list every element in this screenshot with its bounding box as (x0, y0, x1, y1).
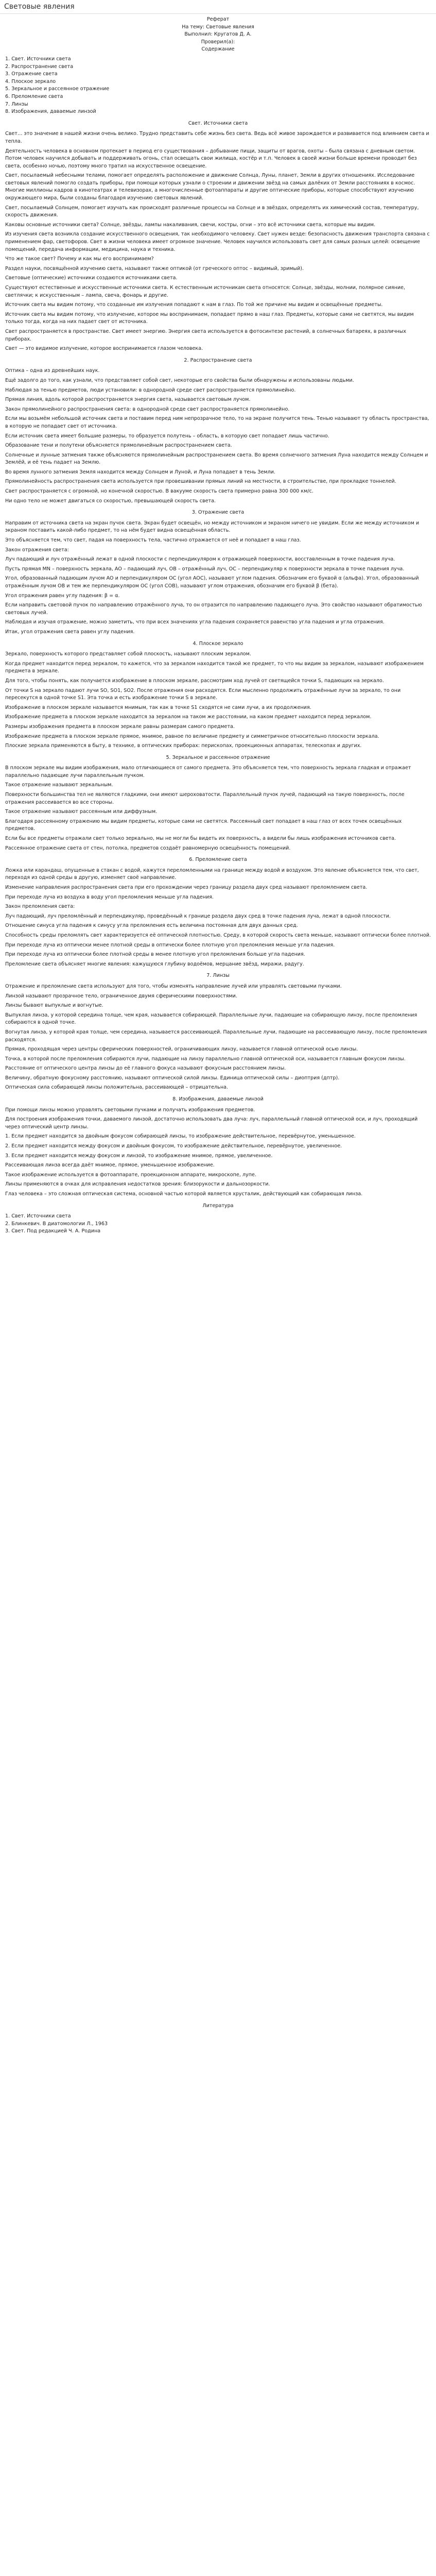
paragraph: Расстояние от оптического центра линзы до её главного фокуса называют фокусным расстоянием линзы. (5, 1065, 286, 1072)
paragraph: Свет, посылаемый Солнцем, помогает изучать как происходят различные процессы на Солнце и в звёздах, определять их химический состав, температуру, скорость движения. (5, 205, 419, 218)
section-title: 3. Отражение света (191, 510, 245, 516)
paragraph: Такое отражение называют зеркальным. (5, 782, 113, 788)
paragraph: Луч падающий, луч преломлённый и перпендикуляр, проведённый к границе раздела двух сред в точке падения луча, лежат в одной плоскости. (5, 913, 391, 919)
paragraph: При помощи линзы можно управлять световыми пучками и получать изображения предметов. (5, 1107, 255, 1113)
paragraph: Это объясняется тем, что свет, падая на поверхность тела, частично отражается от неё и попадает в наш глаз. (5, 537, 301, 544)
section (5, 856, 431, 968)
paragraph: Световые (оптические) источники создаются источниками света. (5, 275, 178, 281)
paragraph: Отношение синуса угла падения к синусу угла преломления есть величина постоянная для двух данных сред. (5, 923, 298, 929)
section-title: 5. Зеркальное и рассеянное отражение (166, 754, 270, 760)
toc-item: 4. Плоское зеркало (5, 78, 56, 84)
paragraph: Источник света мы видим потому, что созданные им излучения попадают к нам в глаз. По той же причине мы видим и освещённые предметы. (5, 302, 383, 308)
paragraph: Направим от источника света на экран пучок света. Экран будет освещён, но между источником и экраном ничего не увидим. Если же между источником и экраном поставить какой-либо предмет, то на нём будет видна освещённая область. (5, 520, 420, 534)
paragraph: Свет… это значение в нашей жизни очень велико. Трудно представить себе жизнь без света. Ведь всё живое зарождается и развивается под влиянием света и тепла. (5, 131, 429, 144)
paragraph: Солнечные и лунные затмения также объясняются прямолинейным распространением света. Во время солнечного затмения Луна находится между Солнцем и Землёй, и её тень падает на Землю. (5, 452, 428, 466)
paragraph: Рассеивающая линза всегда даёт мнимое, прямое, уменьшенное изображение. (5, 1162, 215, 1168)
paragraph: Угол, образованный падающим лучом AO и перпендикуляром OC (угол AOC), называют углом падения. Обозначим его буквой α (альфа). Угол, образованный отражённым лучом OB и тем же перпендикуляром OC (угол COB), называют углом отражения, обозначим его буквой β (бета). (5, 575, 419, 589)
paragraph: Если направить световой пучок по направлению отражённого луча, то он отразится по направлению падающего луча. Это свойство называют обратимостью световых лучей. (5, 602, 422, 616)
literature-section (5, 1202, 431, 1235)
section (5, 509, 431, 636)
section-title: 7. Линзы (206, 973, 230, 979)
paragraph: Изменение направления распространения света при его прохождении через границу раздела двух сред называют преломлением света. (5, 885, 368, 890)
paragraph: Преломление света объясняет многие явления: кажущуюся глубину водоёмов, мерцание звёзд, миражи, радугу. (5, 961, 304, 967)
paragraph: Если бы все предметы отражали свет только зеркально, мы не могли бы видеть их поверхность, а видели бы лишь изображения источников света. (5, 836, 396, 842)
paragraph: Ложка или карандаш, опущенные в стакан с водой, кажутся переломленными на границе между водой и воздухом. Это явление объясняется тем, что свет, переходя из одной среды в другую, изменяет своё направление. (5, 867, 419, 881)
paragraph: Закон отражения света: (5, 547, 69, 553)
paragraph: Вогнутая линза, у которой края толще, чем середина, называется рассеивающей. Параллельные лучи, падающие на рассеивающую линзу, после преломления расходятся. (5, 1029, 427, 1043)
paragraph: Отражение и преломление света используют для того, чтобы изменять направление лучей или управлять световыми пучками. (5, 983, 342, 989)
section-title: 2. Распространение света (184, 357, 252, 363)
paragraph: Прямая линия, вдоль которой распространяется энергия света, называется световым лучом. (5, 397, 251, 403)
paragraph: Закон прямолинейного распространения света: в однородной среде свет распространяется прямолинейно. (5, 406, 290, 412)
sections (5, 120, 431, 1198)
paragraph: Оптика – одна из древнейших наук. (5, 368, 100, 374)
header-line: На тему: Световые явления (182, 24, 254, 30)
paragraph: Во время лунного затмения Земля находится между Солнцем и Луной, и Луна попадает в тень Земли. (5, 469, 276, 475)
paragraph: Рассеянное отражение света от стен, потолка, предметов создаёт равномерную освещённость помещений. (5, 845, 291, 851)
toc-item: 6. Преломление света (5, 93, 63, 99)
paragraph: Закон преломления света: (5, 904, 75, 910)
paragraph: Итак, угол отражения света равен углу падения. (5, 629, 135, 635)
paragraph: Ни одно тело не может двигаться со скоростью, превышающей скорость света. (5, 498, 216, 504)
toc-item: 7. Линзы (5, 101, 28, 107)
paragraph: Свет распространяется в пространстве. Свет имеет энергию. Энергия света используется в фотосинтезе растений, в солнечных батареях, в различных приборах. (5, 328, 407, 342)
section-title: Литература (202, 1202, 234, 1209)
paragraph: Точка, в которой после преломления собираются лучи, падающие на линзу параллельно главной оптической оси, называется главным фокусом линзы. (5, 1056, 406, 1062)
literature-item: 2. Блинкевич. В диатомологии Л., 1963 (5, 1221, 108, 1227)
section (5, 357, 431, 505)
paragraph: При переходе луча из воздуха в воду угол преломления меньше угла падения. (5, 894, 214, 900)
paragraph: Деятельность человека в основном протекает в период его существования – добывание пищи, защиты от врагов, охоты – была связана с дневным светом. Потом человек научился добывать и поддерживать огонь, стал освещать свои жилища, костёр и т.п. Человек в своей жизни больше времени проводит без света, особенно ночью, поэтому много тратил на искусственное освещение. (5, 148, 417, 169)
paragraph: В плоском зеркале мы видим изображения, мало отличающиеся от самого предмета. Это объясняется тем, что поверхность зеркала гладкая и отражает параллельно падающие лучи параллельным пучком. (5, 765, 411, 778)
paragraph: Существуют естественные и искусственные источники света. К естественным источникам света относятся: Солнце, звёзды, молнии, полярное сияние, светлячки; к искусственным – лампа, свеча, фонарь и другие. (5, 285, 406, 298)
paragraph: Когда предмет находится перед зеркалом, то кажется, что за зеркалом находится такой же предмет, то что мы видим за зеркалом, называют изображением предмета в зеркале. (5, 660, 424, 674)
toc-item: 3. Отражение света (5, 71, 58, 77)
document-body (0, 14, 436, 1235)
paragraph: Источник света мы видим потому, что излучение, которое мы воспринимаем, попадает прямо в наш глаз. Предметы, которые сами не светятся, мы видим только тогда, когда на них падает свет от источника. (5, 311, 414, 325)
paragraph: Плоские зеркала применяются в быту, в технике, в оптических приборах: перископах, проекционных аппаратах, телескопах и других. (5, 743, 362, 749)
paragraph: Свет, посылаемый небесными телами, помогает определять расположение и движение Солнца, Луны, планет, Земли в других отношениях. Исследование световых явлений помогло создать приборы, при помощи которых узнали о строении и движении звёзд на самых далёких от Земли расстояниях в космос. Многие миллионы кадров в кинотеатрах и телевизорах, а многочисленные фотоаппараты и другие оптические приборы, которые способствуют изучению окружающего мира, были созданы благодаря изучению световых явлений. (5, 173, 415, 201)
paragraph: Прямолинейность распространения света используется при провешивании прямых линий на местности, в строительстве, при прокладке тоннелей. (5, 479, 396, 485)
paragraph: Размеры изображения предмета в плоском зеркале равны размерам самого предмета. (5, 723, 235, 730)
paragraph: 1. Если предмет находится за двойным фокусом собирающей линзы, то изображение действительное, перевёрнутое, уменьшенное. (5, 1133, 356, 1140)
paragraph: Линзы применяются в очках для исправления недостатков зрения: близорукости и дальнозоркости. (5, 1181, 270, 1188)
section (5, 640, 431, 750)
paragraph: Зеркало, поверхность которого представляет собой плоскость, называют плоским зеркалом. (5, 651, 251, 657)
paragraph: 3. Если предмет находится между фокусом и линзой, то изображение мнимое, прямое, увеличенное. (5, 1153, 273, 1159)
paragraph: Способность среды преломлять свет характеризуется её оптической плотностью. Среду, в которой скорость света меньше, называют оптически более плотной. (5, 932, 431, 938)
paragraph: Если источник света имеет большие размеры, то образуется полутень – область, в которую свет попадает лишь частично. (5, 433, 329, 439)
paragraph: Изображение в плоском зеркале называется мнимым, так как в точке S1 сходятся не сами лучи, а их продолжения. (5, 704, 311, 710)
paragraph: Благодаря рассеянному отражению мы видим предметы, которые сами не светятся. Рассеянный свет попадает в наш глаз от всех точек освещённых предметов. (5, 818, 402, 832)
paragraph: Угол отражения равен углу падения: β = α. (5, 592, 120, 599)
section (5, 120, 431, 353)
toc-item: 5. Зеркальное и рассеянное отражение (5, 86, 110, 92)
header-line: Реферат (206, 16, 230, 22)
section (5, 1096, 431, 1198)
paragraph: Для того, чтобы понять, как получается изображение в плоском зеркале, рассмотрим ход лучей от светящейся точки S, падающих на зеркало. (5, 677, 384, 684)
paragraph: Наблюдая и изучая отражение, можно заметить, что при всех значениях угла падения сохраняется равенство угла падения и угла отражения. (5, 619, 385, 625)
header-line: Выполнил: Кругатов Д. А. (184, 31, 252, 38)
paragraph: Поверхности большинства тел не являются гладкими, они имеют шероховатости. Параллельный пучок лучей, падающий на такую поверхность, после отражения рассеивается во все стороны. (5, 792, 405, 805)
section-title: 4. Плоское зеркало (193, 640, 243, 647)
toc-item: 8. Изображения, даваемые линзой (5, 109, 96, 115)
literature-item: 3. Свет. Под редакцией Ч. А. Родина (5, 1228, 101, 1234)
header-line: Проверил(а): (201, 39, 235, 45)
paragraph: Изображение предмета в плоском зеркале находится за зеркалом на таком же расстоянии, на каком предмет находится перед зеркалом. (5, 714, 372, 720)
paragraph: Образование тени и полутени объясняется прямолинейным распространением света. (5, 443, 232, 449)
paragraph: Оптическая сила собирающей линзы положительна, рассеивающей – отрицательна. (5, 1084, 229, 1091)
section (5, 754, 431, 853)
paragraph: Пусть прямая MN – поверхность зеркала, AO – падающий луч, OB – отражённый луч, OC – перпендикуляр к поверхности зеркала в точке падения луча. (5, 566, 405, 572)
section-title: 8. Изображения, даваемые линзой (172, 1096, 264, 1103)
paragraph: Прямая, проходящая через центры сферических поверхностей, ограничивающих линзу, называется главной оптической осью линзы. (5, 1046, 358, 1053)
paragraph: 2. Если предмет находится между фокусом и двойным фокусом, то изображение действительное, перевёрнутое, увеличенное. (5, 1143, 342, 1149)
section-title: Свет. Источники света (188, 120, 248, 126)
paragraph: От точки S на зеркало падают лучи SO, SO1, SO2. После отражения они расходятся. Если мысленно продолжить отражённые лучи за зеркало, то они пересекутся в одной точке S1. Эта точка и есть изображение точки S в зеркале. (5, 687, 401, 701)
paragraph: Изображение предмета в плоском зеркале прямое, мнимое, равное по величине предмету и симметричное относительно плоскости зеркала. (5, 733, 379, 739)
paragraph: Раздел науки, посвящённой изучению света, называют также оптикой (от греческого оптос – видимый, зримый). (5, 265, 304, 272)
paragraph: Луч падающий и луч отражённый лежат в одной плоскости с перпендикуляром к отражающей поверхности, восставленным в точке падения луча. (5, 556, 395, 563)
paragraph: Линзы бывают выпуклые и вогнутые. (5, 1003, 103, 1009)
paragraph: При переходе луча из оптически более плотной среды в менее плотную угол преломления больше угла падения. (5, 952, 305, 958)
paragraph: Свет распространяется с огромной, но конечной скоростью. В вакууме скорость света примерно равна 300 000 км/с. (5, 488, 313, 495)
table-of-contents (5, 56, 431, 116)
window-title-text: Световые явления (4, 3, 75, 11)
section (5, 972, 431, 1092)
window-title (0, 0, 436, 14)
toc-item: 2. Распространение света (5, 63, 74, 70)
paragraph: Глаз человека – это сложная оптическая система, основной частью которой является хрусталик, действующий как собирающая линза. (5, 1191, 363, 1197)
paragraph: Каковы основные источники света? Солнце, звёзды, лампы накаливания, свечи, костры, огни – это всё источники света, которые мы видим. (5, 222, 376, 228)
paragraph: Ещё задолго до того, как узнали, что представляет собой свет, некоторые его свойства были обнаружены и использованы людьми. (5, 377, 354, 383)
paragraph: Величину, обратную фокусному расстоянию, называют оптической силой линзы. Единица оптической силы – диоптрия (дптр). (5, 1075, 340, 1081)
paragraph: Что же такое свет? Почему и как мы его воспринимаем? (5, 256, 154, 262)
paragraph: Выпуклая линза, у которой середина толще, чем края, называется собирающей. Параллельные лучи, падающие на собирающую линзу, после преломления собираются в одной точке. (5, 1012, 417, 1026)
paragraph: Такое отражение называют рассеянным или диффузным. (5, 809, 158, 815)
toc-item: 1. Свет. Источники света (5, 56, 71, 62)
header-block (5, 16, 431, 54)
paragraph: При переходе луча из оптически менее плотной среды в оптически более плотную угол преломления меньше угла падения. (5, 942, 335, 948)
paragraph: Линзой называют прозрачное тело, ограниченное двумя сферическими поверхностями. (5, 993, 237, 999)
paragraph: Если мы возьмём небольшой источник света и поставим перед ним непрозрачное тело, то на экране получится тень. Тенью называют ту область пространства, в которую не попадает свет от источника. (5, 416, 429, 429)
header-line: Содержание (201, 46, 235, 53)
paragraph: Наблюдая за тенью предметов, люди установили: в однородной среде свет распространяется прямолинейно. (5, 387, 296, 393)
section-title: 6. Преломление света (189, 857, 247, 863)
paragraph: Для построения изображения точки, даваемого линзой, достаточно использовать два луча: луч, параллельный главной оптической оси, и луч, проходящий через оптический центр линзы. (5, 1116, 418, 1130)
literature-item: 1. Свет. Источники света (5, 1213, 71, 1219)
paragraph: Свет — это видимое излучение, которое воспринимается глазом человека. (5, 346, 203, 352)
paragraph: Из изучения света возникла создание искусственного освещения, так необходимого человеку. Свет нужен везде: безопасность движения транспорта связана с применением фар, светофоров. Свет в жизни человека имеет огромное значение. Человек научился использовать свет для самых разных целей: освещение помещений, передача информации, медицина, наука и техника. (5, 231, 430, 252)
paragraph: Такое изображение используется в фотоаппарате, проекционном аппарате, микроскопе, лупе. (5, 1172, 256, 1178)
